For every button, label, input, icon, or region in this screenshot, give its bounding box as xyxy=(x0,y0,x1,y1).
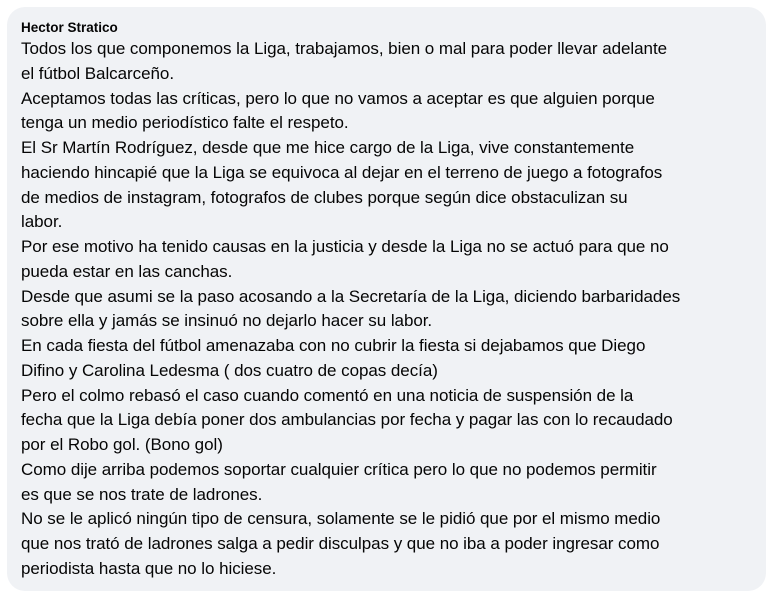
comment-line: labor. xyxy=(21,212,63,232)
comment-line: tenga un medio periodístico falte el respeto. xyxy=(21,113,349,133)
comment-line: el fútbol Balcarceño. xyxy=(21,63,174,83)
comment-line: que nos trató de ladrones salga a pedir disculpas y que no iba a poder ingresar como xyxy=(21,534,660,553)
comment-line: Desde que asumi se la paso acosando a la Secretaría de la Liga, diciendo barbaridades xyxy=(21,286,681,306)
comment-line: En cada fiesta del fútbol amenazaba con no cubrir la fiesta si dejabamos que Diego xyxy=(21,336,646,355)
comment-line: fecha que la Liga debía poner dos ambulancias por fecha y pagar las con lo recaudado xyxy=(21,410,673,430)
comment-line: por el Robo gol. (Bono gol) xyxy=(21,435,223,454)
comment-line: haciendo hincapié que la Liga se equivoca al dejar en el terreno de juego a fotografos xyxy=(21,162,663,182)
comment-line: sobre ella y jamás se insinuó no dejarlo hacer su labor. xyxy=(21,311,433,331)
comment-line: Todos los que componemos la Liga, trabajamos, bien o mal para poder llevar adelante xyxy=(21,39,668,58)
comment-line: Por ese motivo ha tenido causas en la justicia y desde la Liga no se actuó para que no xyxy=(21,237,669,256)
comment-line: es que se nos trate de ladrones. xyxy=(21,484,263,504)
comment-line: El Sr Martín Rodríguez, desde que me hice cargo de la Liga, vive constantemente xyxy=(21,138,635,157)
comment-line: de medios de instagram, fotografos de clubes porque según dice obstaculizan su xyxy=(21,187,628,207)
comment-line: Aceptamos todas las críticas, pero lo que no vamos a aceptar es que alguien porque xyxy=(21,88,655,108)
comment-line: periodista hasta que no lo hiciese. xyxy=(21,558,277,578)
comment-author-name[interactable]: Hector Stratico xyxy=(21,20,118,35)
comment-bubble xyxy=(7,7,766,591)
comment-line: Pero el colmo rebasó el caso cuando comentó en una noticia de suspensión de la xyxy=(21,385,634,405)
comment-line: pueda estar en las canchas. xyxy=(21,261,233,281)
comment-line: Como dije arriba podemos soportar cualquier crítica pero lo que no podemos permitir xyxy=(21,459,657,479)
comment-line: No se le aplicó ningún tipo de censura, solamente se le pidió que por el mismo medio xyxy=(21,509,661,529)
comment-line: Difino y Carolina Ledesma ( dos cuatro de copas decía) xyxy=(21,360,438,380)
comment-body xyxy=(21,37,752,582)
